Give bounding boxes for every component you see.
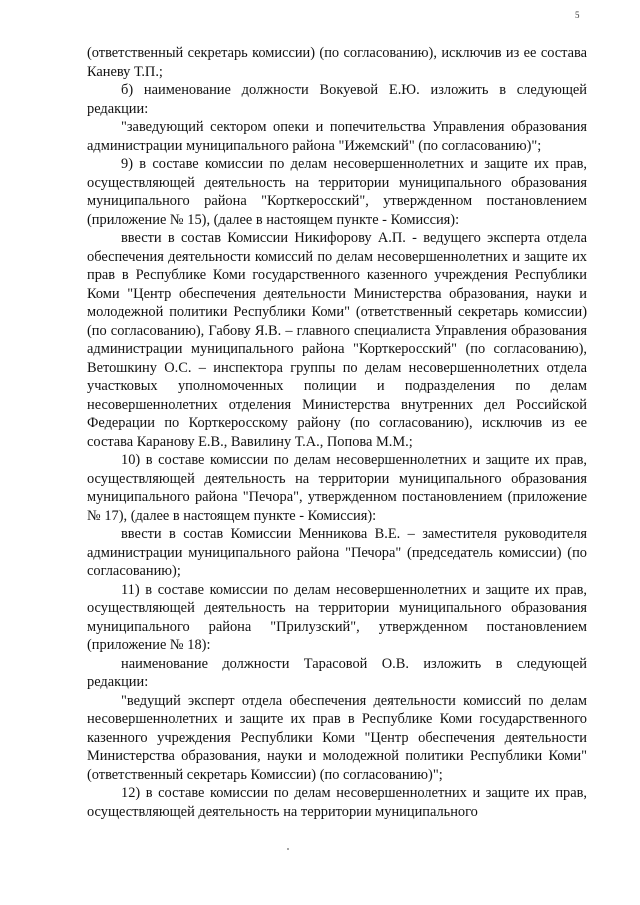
page-number: 5: [575, 10, 580, 20]
paragraph-11: 12) в составе комиссии по делам несовершеннолетних и защите их прав, осуществляющей деятельность на территории муниципального: [87, 785, 587, 820]
paragraph-2: б) наименование должности Вокуевой Е.Ю. изложить в следующей редакции:: [87, 82, 587, 117]
paragraph-4: 9) в составе комиссии по делам несовершеннолетних и защите их прав, осуществляющей деятельность на территории муниципального образования муниципального района "Корткеросский", утвержденном постановлением (приложение № 15), (далее в настоящем пункте - Комиссия):: [87, 156, 587, 228]
paragraph-1: (ответственный секретарь комиссии) (по согласованию), исключив из ее состава Каневу Т.П.;: [87, 45, 587, 80]
paragraph-5: ввести в состав Комиссии Никифорову А.П. - ведущего эксперта отдела обеспечения деятельности комиссий по делам несовершеннолетних и защите их прав в Республике Коми государственного казенного учреждения Республики Коми "Центр обеспечения деятельности Министерства образования, науки и молодежной политики Республики Коми" (ответственный секретарь комиссии) (по согласованию), Габову Я.В. – главного специалиста Управления образования администрации муниципального района "Корткеросский" (по согласованию), Ветошкину О.С. – инспектора группы по делам несовершеннолетних отдела участковых уполномоченных полиции и подразделения по делам несовершеннолетних отделения Министерства внутренних дел Российской Федерации по Корткеросскому району (по согласованию), исключив из ее состава Каранову Е.В., Вавилину Т.А., Попова М.М.;: [87, 230, 587, 450]
paragraph-7: ввести в состав Комиссии Менникова В.Е. – заместителя руководителя администрации муниципального района "Печора" (председатель комиссии) (по согласованию);: [87, 526, 587, 579]
scan-speck: [287, 848, 289, 850]
document-body: [87, 44, 587, 821]
paragraph-8: 11) в составе комиссии по делам несовершеннолетних и защите их прав, осуществляющей деятельность на территории муниципального образования муниципального района "Прилузский", утвержденном постановлением (приложение № 18):: [87, 581, 587, 653]
paragraph-9: наименование должности Тарасовой О.В. изложить в следующей редакции:: [87, 655, 587, 690]
paragraph-10: "ведущий эксперт отдела обеспечения деятельности комиссий по делам несовершеннолетних и защите их прав в Республике Коми государственного казенного учреждения Республики Коми "Центр обеспечения деятельности Министерства образования, науки и молодежной политики Республики Коми" (ответственный секретарь Комиссии) (по согласованию)";: [87, 692, 587, 783]
paragraph-6: 10) в составе комиссии по делам несовершеннолетних и защите их прав, осуществляющей деятельность на территории муниципального образования муниципального района "Печора", утвержденном постановлением (приложение № 17), (далее в настоящем пункте - Комиссия):: [87, 452, 587, 524]
paragraph-3: "заведующий сектором опеки и попечительства Управления образования администрации муниципального района "Ижемский" (по согласованию)";: [87, 119, 587, 154]
